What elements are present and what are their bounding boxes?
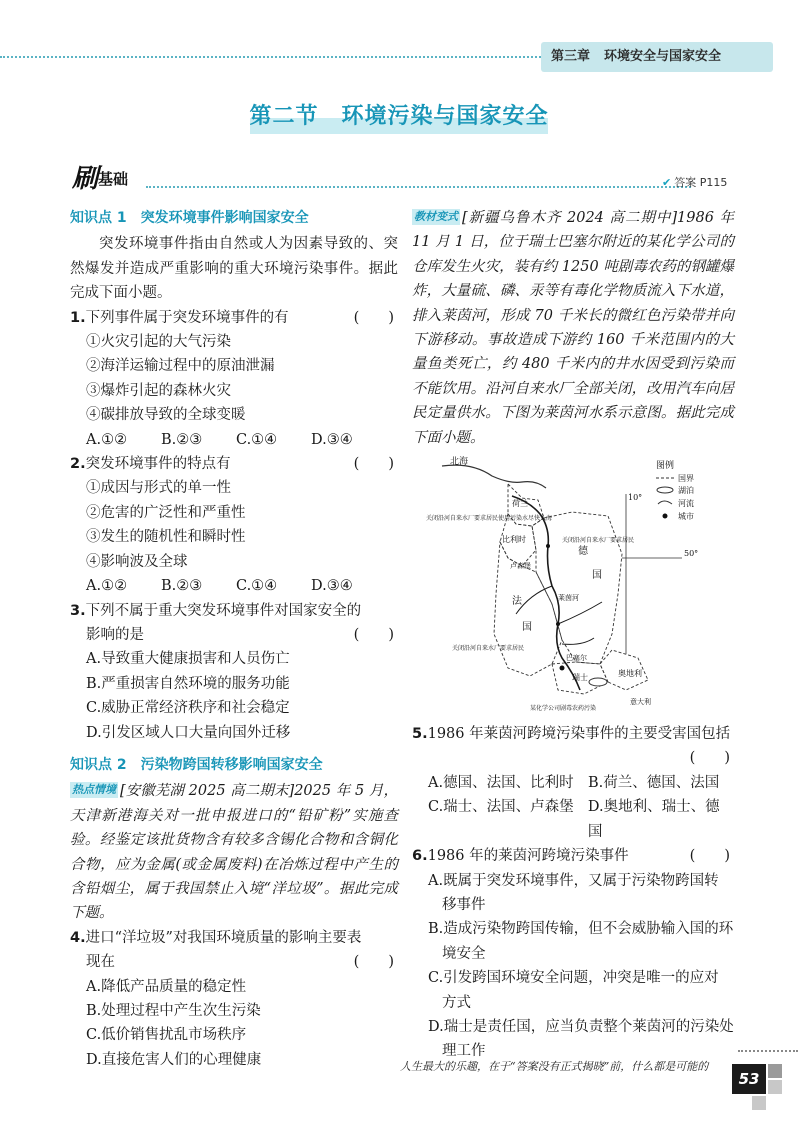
tributary-neckar [562,638,594,644]
statement-item: ③爆炸引起的森林火灾 [86,382,231,399]
answer-bracket: ( ) [353,954,394,971]
statement-item: ①成因与形式的单一性 [86,480,231,497]
question-stem: 进口“洋垃圾”对我国环境质量的影响主要表 [85,929,362,946]
label-note-4: 某化学公司剧毒农药污染 [530,705,597,713]
question-stem-cont: 影响的是 [86,626,144,643]
city-marker [556,622,560,626]
page-deco [768,1064,782,1078]
choice-d[interactable]: D.奥地利、瑞士、德国 [587,799,720,840]
answer-bracket: ( ) [353,626,394,643]
hot-topic-tag [70,782,118,798]
left-column [70,206,398,1072]
question-stem-cont: 现在 [86,954,115,971]
legend-lake: 湖泊 [678,486,694,496]
choice-c[interactable]: C.威胁正常经济秩序和社会稳定 [86,700,290,717]
question-stem: 突发环境事件的特点有 [85,456,231,473]
intro-body: [新疆乌鲁木齐 2024 高二期中]1986 年 11 月 1 日，位于瑞士巴塞尔附近的某化学公司的仓库发生火灾，装有约 1250 吨剧毒农药的钢罐爆炸，大量硫、磷、汞等有毒化学物质流入下水道，排入莱茵河，形成 70 千米长的微红色污染带并向下游移动。事故造成下游约 160 千米范围内的大量鱼类死亡，约 480 千米内的井水因受到污染而不能饮用。沿河自来水厂全部关闭，改用汽车向居民定量供水。下图为莱茵河水系示意图。据此完成下面小题。 [412,210,734,446]
statement-item: ③发生的随机性和瞬时性 [86,529,246,546]
question-6 [412,844,734,868]
choice-c[interactable]: C.引发跨国环境安全问题，冲突是唯一的应对 [428,970,719,987]
question-stem: 下列事件属于突发环境事件的有 [85,309,289,326]
statement-item: ②海洋运输过程中的原油泄漏 [86,358,275,375]
question-stem: 1986 年莱茵河跨境污染事件的主要受害国包括 [427,726,731,743]
statement-item: ①火灾引起的大气污染 [86,334,231,351]
choice-a[interactable]: A.导致重大健康损害和人员伤亡 [86,651,290,668]
label-note-3: 关闭沿河自来水厂要求居民 [452,645,525,653]
tributary-main [558,602,602,624]
question-stem: 1986 年的莱茵河跨境污染事件 [427,848,629,865]
tag-label: 热点 [72,783,94,797]
choice-c[interactable]: C.①④ [236,431,278,448]
answer-bracket: ( ) [353,309,394,326]
rhine-river-map [412,454,734,722]
tag-big-char: 刷 [72,164,99,194]
question-number: 4. [70,929,86,946]
choice-c[interactable]: C.①④ [236,578,278,595]
choice-b-cont: 境安全 [442,945,486,962]
answer-bracket: ( ) [689,848,730,865]
choice-d[interactable]: D.③④ [311,431,353,448]
page-header [0,40,800,74]
page-deco [768,1080,782,1094]
tag-label: 情境 [94,783,116,797]
section-title: 第二节 环境污染与国家安全 [249,104,549,129]
label-france-2: 国 [522,622,532,634]
question-5 [412,722,734,746]
chapter-number: 第三章 [551,49,591,64]
choice-b[interactable]: B.造成污染物跨国传输，但不会威胁输入国的环 [428,921,734,938]
statement-item: ④碳排放导致的全球变暖 [86,407,246,424]
choice-b[interactable]: B.荷兰、德国、法国 [588,774,720,791]
choice-a[interactable]: A.降低产品质量的稳定性 [86,978,247,995]
choice-d[interactable]: D.引发区域人口大量向国外迁移 [86,724,291,741]
page-deco [752,1096,766,1110]
choice-a-cont: 移事件 [442,896,486,913]
legend-border: 国界 [678,474,694,484]
choice-row [412,795,734,844]
header-divider [0,56,545,58]
basic-divider [146,186,691,188]
label-germany-2: 国 [592,570,602,582]
question-3 [70,599,398,623]
tag-label: 教材 [414,210,436,223]
label-austria: 奥地利 [618,669,642,679]
choice-b[interactable]: B.②③ [161,431,203,448]
map-svg [412,454,734,722]
city-marker [560,666,565,671]
question-2 [70,452,398,476]
chapter-title: 环境安全与国家安全 [604,49,722,64]
legend-city: 城市 [678,512,694,522]
legend [656,459,694,521]
knowledge-point-2: 知识点 2 污染物跨国转移影响国家安全 [70,756,323,773]
answer-bracket: ( ) [353,456,394,473]
label-rhine: 莱茵河 [558,594,579,603]
label-france-1: 法 [512,596,522,608]
question-number: 1. [70,309,86,326]
label-north-sea: 北海 [450,457,469,468]
choice-row [70,574,398,598]
label-germany-1: 德 [578,546,588,558]
right-column [412,206,734,1064]
tag-small-text: 基础 [98,170,129,188]
statement-item: ②危害的广泛性和严重性 [86,504,246,521]
intro-text-1: 突发环境事件指由自然或人为因素导致的、突然爆发并造成严重影响的重大环境污染事件。据此完成下面小题。 [70,236,398,302]
label-note-1: 关闭沿河自来水厂要求居民使用污染水尽快入海 [426,515,553,523]
choice-d-cont: 理工作 [442,1043,486,1060]
question-1 [70,306,398,330]
choice-a[interactable]: A.①② [86,578,128,595]
basic-practice-tag [72,158,128,192]
question-number: 6. [412,848,428,865]
choice-row [412,771,734,795]
answer-page: 答案 P115 [674,176,728,189]
chapter-tab [541,42,773,72]
legend-river: 河流 [678,499,694,509]
label-basel: 巴塞尔 [566,654,587,663]
knowledge-point-1: 知识点 1 突发环境事件影响国家安全 [70,210,309,226]
label-netherlands: 荷兰 [512,499,528,509]
label-switzerland: 瑞士 [572,673,588,683]
coastline [442,465,546,488]
label-longitude: 10° [628,493,643,503]
question-stem: 下列不属于重大突发环境事件对国家安全的 [85,602,362,619]
tag-label: 变式 [436,210,458,223]
statement-item: ④影响波及全球 [86,553,188,570]
choice-a[interactable]: A.既属于突发环境事件，又属于污染物跨国转 [428,872,719,889]
answer-reference [662,174,727,190]
choice-d[interactable]: D.③④ [311,578,353,595]
question-number: 2. [70,456,86,473]
choice-c[interactable]: C.低价销售扰乱市场秩序 [86,1027,247,1044]
footer-motto: 人生最大的乐趣，在于“答案没有正式揭晓”前，什么都是可能的 [400,1060,709,1073]
label-latitude: 50° [684,549,699,559]
label-italy: 意大利 [630,698,651,707]
choice-a[interactable]: A.①② [86,431,128,448]
question-3-cont [70,623,398,647]
intro-text-3 [412,206,734,450]
choice-c[interactable]: C.瑞士、法国、卢森堡 [428,799,574,816]
legend-title: 图例 [656,461,675,472]
check-icon: ✔ [662,176,672,189]
footer-divider [738,1050,798,1052]
answer-bracket: ( ) [689,750,730,767]
choice-d[interactable]: D.瑞士是责任国，应当负责整个莱茵河的污染处 [428,1018,734,1035]
choice-b[interactable]: B.处理过程中产生次生污染 [86,1003,261,1019]
choice-b[interactable]: B.严重损害自然环境的服务功能 [86,675,290,692]
question-4 [70,926,398,950]
choice-c-cont: 方式 [442,994,471,1011]
lake-constance [589,678,607,686]
label-note-2: 关闭沿河自来水厂要求居民 [562,537,635,545]
border-germany [532,512,622,664]
page-number: 53 [732,1064,766,1094]
label-luxembourg: 卢森堡 [510,562,531,571]
intro-text-2 [70,779,398,925]
choice-a[interactable]: A.德国、法国、比利时 [428,774,574,791]
choice-b[interactable]: B.②③ [161,578,203,595]
label-belgium: 比利时 [502,535,526,545]
question-number: 3. [70,602,86,619]
choice-d[interactable]: D.直接危害人们的心理健康 [86,1051,262,1068]
intro-body: [安徽芜湖 2025 高二期末]2025 年 5 月，天津新港海关对一批申报进口的“铅矿粉”实施查验。经鉴定该批货物含有较多含锡化合物和含铜化合物，应为金属(或金属废料)在冶炼过程中产生的含铅烟尘，属于我国禁止入境“洋垃圾”。据此完成下题。 [70,783,398,922]
textbook-variant-tag [412,209,460,225]
question-number: 5. [412,726,428,743]
choice-row [70,428,398,452]
city-marker [546,544,550,548]
question-4-cont [70,950,398,974]
